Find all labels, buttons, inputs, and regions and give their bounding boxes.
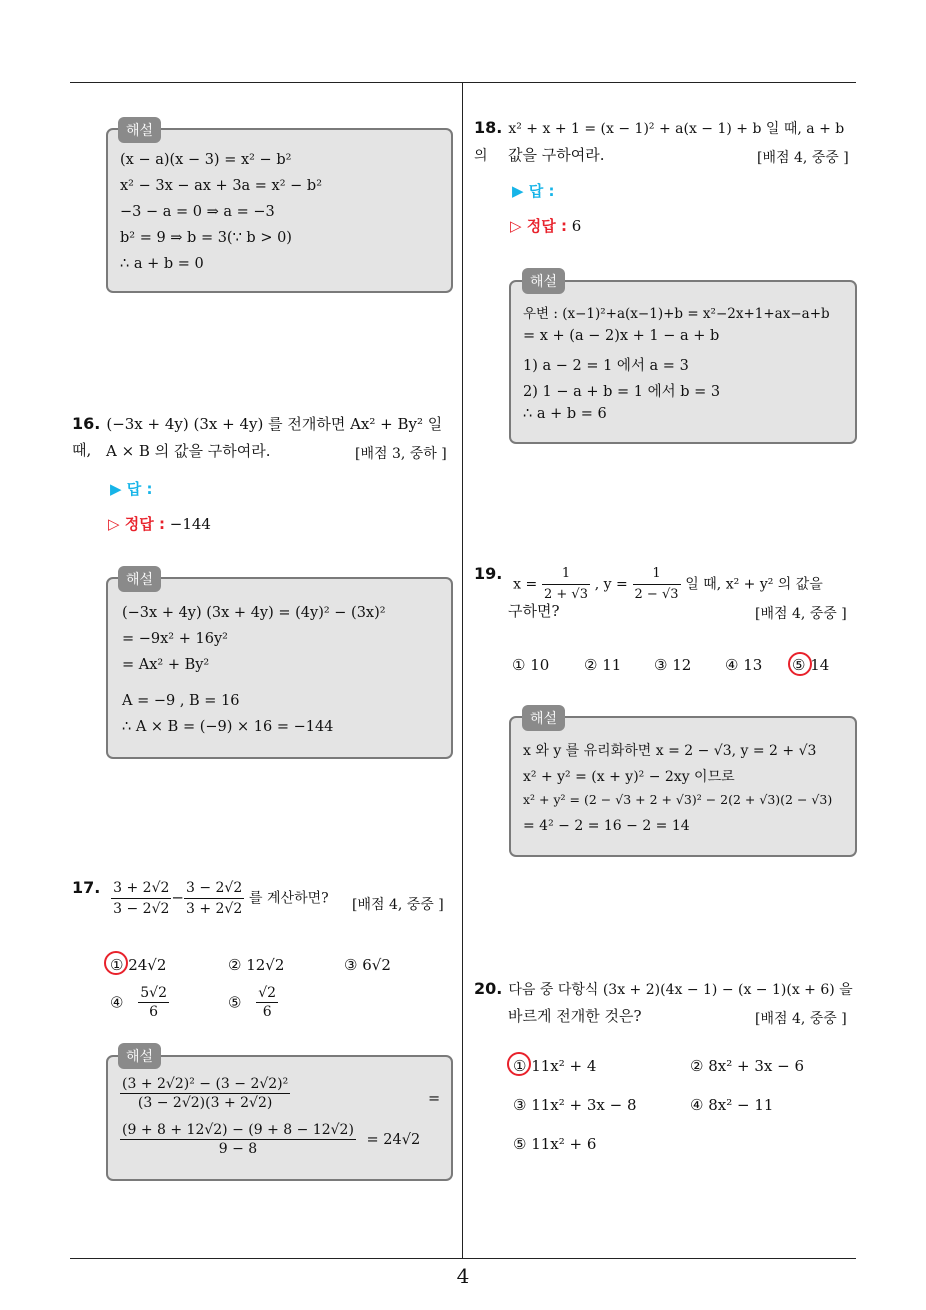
question-number: 16. <box>72 414 101 433</box>
solution-box-17 <box>106 1055 453 1181</box>
option-4[interactable] <box>110 984 169 1021</box>
denominator: 6 <box>262 1004 272 1020</box>
question-20-line2: 바르게 전개한 것은? <box>508 1007 642 1025</box>
numerator: 5√2 <box>140 985 167 1001</box>
solution-line: ∴ a + b = 0 <box>120 256 204 272</box>
denominator: 2 + √3 <box>543 587 588 602</box>
denominator: 2 − √3 <box>634 587 679 602</box>
score-label: [배점 4, 중중 ] <box>755 606 847 622</box>
solution-tag: 해설 <box>118 117 161 143</box>
numerator: (9 + 8 + 12√2) − (9 + 8 − 12√2) <box>122 1122 354 1138</box>
option-mark: ⑤ <box>228 993 242 1012</box>
page-number: 4 <box>456 1264 470 1288</box>
question-number: 20. <box>474 979 503 998</box>
question-text: x² + x + 1 = (x − 1)² + a(x − 1) + b 일 때, a + b 의 <box>474 121 845 164</box>
solution-line: ∴ a + b = 6 <box>523 406 607 422</box>
solution-line: 2) 1 − a + b = 1 에서 b = 3 <box>523 384 721 400</box>
option-3[interactable]: ③ 11x² + 3x − 8 <box>513 1096 637 1114</box>
score-label: [배점 4, 중중 ] <box>352 897 444 913</box>
column-divider <box>462 82 463 1258</box>
fraction <box>138 984 169 1021</box>
denominator: 3 − 2√2 <box>113 901 170 917</box>
correct-answer-value: 6 <box>571 217 582 235</box>
fraction <box>184 878 244 919</box>
solution-tag: 해설 <box>118 566 161 592</box>
option-mark: ④ <box>110 993 124 1012</box>
option-3[interactable]: ③ 12 <box>654 656 692 674</box>
question-text: 다음 중 다항식 (3x + 2)(4x − 1) − (x − 1)(x + 6) 을 <box>508 982 853 998</box>
option-2[interactable]: ② 8x² + 3x − 6 <box>690 1057 804 1075</box>
option-4[interactable]: ④ 13 <box>725 656 763 674</box>
correct-answer-label: ▷ 정답 : <box>510 217 567 235</box>
numerator: 1 <box>542 564 590 585</box>
denominator: 3 + 2√2 <box>185 901 243 917</box>
option-1[interactable]: ① 11x² + 4 <box>513 1057 597 1075</box>
solution-line: x 와 y 를 유리화하면 x = 2 − √3, y = 2 + √3 <box>523 743 817 759</box>
option-2[interactable]: ② 11 <box>584 656 622 674</box>
question-text: 일 때, x² + y² 의 값을 <box>685 576 823 593</box>
solution-tag: 해설 <box>118 1043 161 1069</box>
fraction <box>111 878 171 919</box>
solution-fraction-2 <box>120 1121 420 1158</box>
score-label: [배점 4, 중중 ] <box>755 1011 847 1027</box>
solution-fraction-1 <box>120 1075 290 1112</box>
selected-answer-mark <box>507 1052 531 1076</box>
option-4[interactable]: ④ 8x² − 11 <box>690 1096 774 1114</box>
solution-line: A = −9 , B = 16 <box>122 693 240 709</box>
numerator: 3 + 2√2 <box>111 878 171 899</box>
question-number: 18. <box>474 118 503 137</box>
denominator: (3 − 2√2)(3 + 2√2) <box>137 1095 273 1111</box>
fraction <box>256 984 278 1021</box>
solution-line: = 4² − 2 = 16 − 2 = 14 <box>523 818 690 834</box>
solution-line: = −9x² + 16y² <box>122 631 228 647</box>
top-rule <box>70 82 856 83</box>
solution-line: 우변 : (x−1)²+a(x−1)+b = x²−2x+1+ax−a+b <box>523 306 830 322</box>
question-20 <box>474 976 859 1003</box>
option-5[interactable] <box>228 984 278 1021</box>
selected-answer-mark <box>788 652 812 676</box>
option-5[interactable]: ⑤ 11x² + 6 <box>513 1135 597 1153</box>
solution-box-19 <box>509 716 857 857</box>
question-text: (−3x + 4y) (3x + 4y) 를 전개하면 Ax² + By² 일 때, <box>72 415 443 459</box>
correct-answer <box>108 513 211 534</box>
option-1[interactable]: ① 24√2 <box>110 956 167 974</box>
solution-box-18 <box>509 280 857 444</box>
x-label: x = <box>513 576 538 593</box>
minus-sign: − <box>171 888 184 907</box>
score-label: [배점 4, 중중 ] <box>757 150 849 166</box>
solution-line: x² + y² = (x + y)² − 2xy 이므로 <box>523 769 735 785</box>
fraction <box>120 1075 290 1112</box>
fraction <box>120 1121 356 1158</box>
score-label: [배점 3, 중하 ] <box>355 446 447 462</box>
correct-answer-value: −144 <box>169 515 211 533</box>
solution-line: x² + y² = (2 − √3 + 2 + √3)² − 2(2 + √3)(2 − √3) <box>523 792 833 807</box>
y-label: , y = <box>594 576 628 593</box>
numerator: 3 − 2√2 <box>184 878 244 899</box>
solution-line: x² − 3x − ax + 3a = x² − b² <box>120 178 323 194</box>
option-1[interactable]: ① 10 <box>512 656 550 674</box>
question-18-line2: 값을 구하여라. <box>508 146 605 164</box>
solution-line: (x − a)(x − 3) = x² − b² <box>120 152 292 168</box>
option-3[interactable]: ③ 6√2 <box>344 956 391 974</box>
solution-box-15 <box>106 128 453 293</box>
bottom-rule <box>70 1258 856 1259</box>
question-16-line2: A × B 의 값을 구하여라. <box>106 442 271 460</box>
solution-tag: 해설 <box>522 268 565 294</box>
fraction <box>633 564 681 605</box>
correct-answer-label: ▷ 정답 : <box>108 515 165 533</box>
question-text: 를 계산하면? <box>249 890 329 907</box>
solution-result: = 24√2 <box>366 1131 421 1148</box>
solution-line: = Ax² + By² <box>122 657 210 673</box>
selected-answer-mark <box>104 951 128 975</box>
solution-line: (−3x + 4y) (3x + 4y) = (4y)² − (3x)² <box>122 605 386 621</box>
answer-prompt: ▶ 답 : <box>110 480 153 498</box>
solution-line: −3 − a = 0 ⇒ a = −3 <box>120 204 275 220</box>
numerator: 1 <box>633 564 681 585</box>
numerator: √2 <box>258 985 277 1001</box>
question-number: 19. <box>474 564 503 583</box>
solution-line: b² = 9 ⇒ b = 3(∵ b > 0) <box>120 230 292 246</box>
option-2[interactable]: ② 12√2 <box>228 956 285 974</box>
answer-prompt: ▶ 답 : <box>512 182 555 200</box>
solution-line: ∴ A × B = (−9) × 16 = −144 <box>122 719 334 735</box>
solution-tag: 해설 <box>522 705 565 731</box>
denominator: 9 − 8 <box>218 1141 258 1157</box>
solution-line: 1) a − 2 = 1 에서 a = 3 <box>523 358 689 374</box>
question-19-line2: 구하면? <box>508 602 560 620</box>
solution-box-16 <box>106 577 453 759</box>
correct-answer <box>510 215 581 236</box>
question-17 <box>72 878 329 919</box>
denominator: 6 <box>149 1004 159 1020</box>
numerator: (3 + 2√2)² − (3 − 2√2)² <box>122 1076 289 1092</box>
equals-sign: = <box>428 1091 441 1107</box>
option-5[interactable]: ⑤ 14 <box>792 656 830 674</box>
solution-line: = x + (a − 2)x + 1 − a + b <box>523 328 720 344</box>
question-number: 17. <box>72 878 101 897</box>
